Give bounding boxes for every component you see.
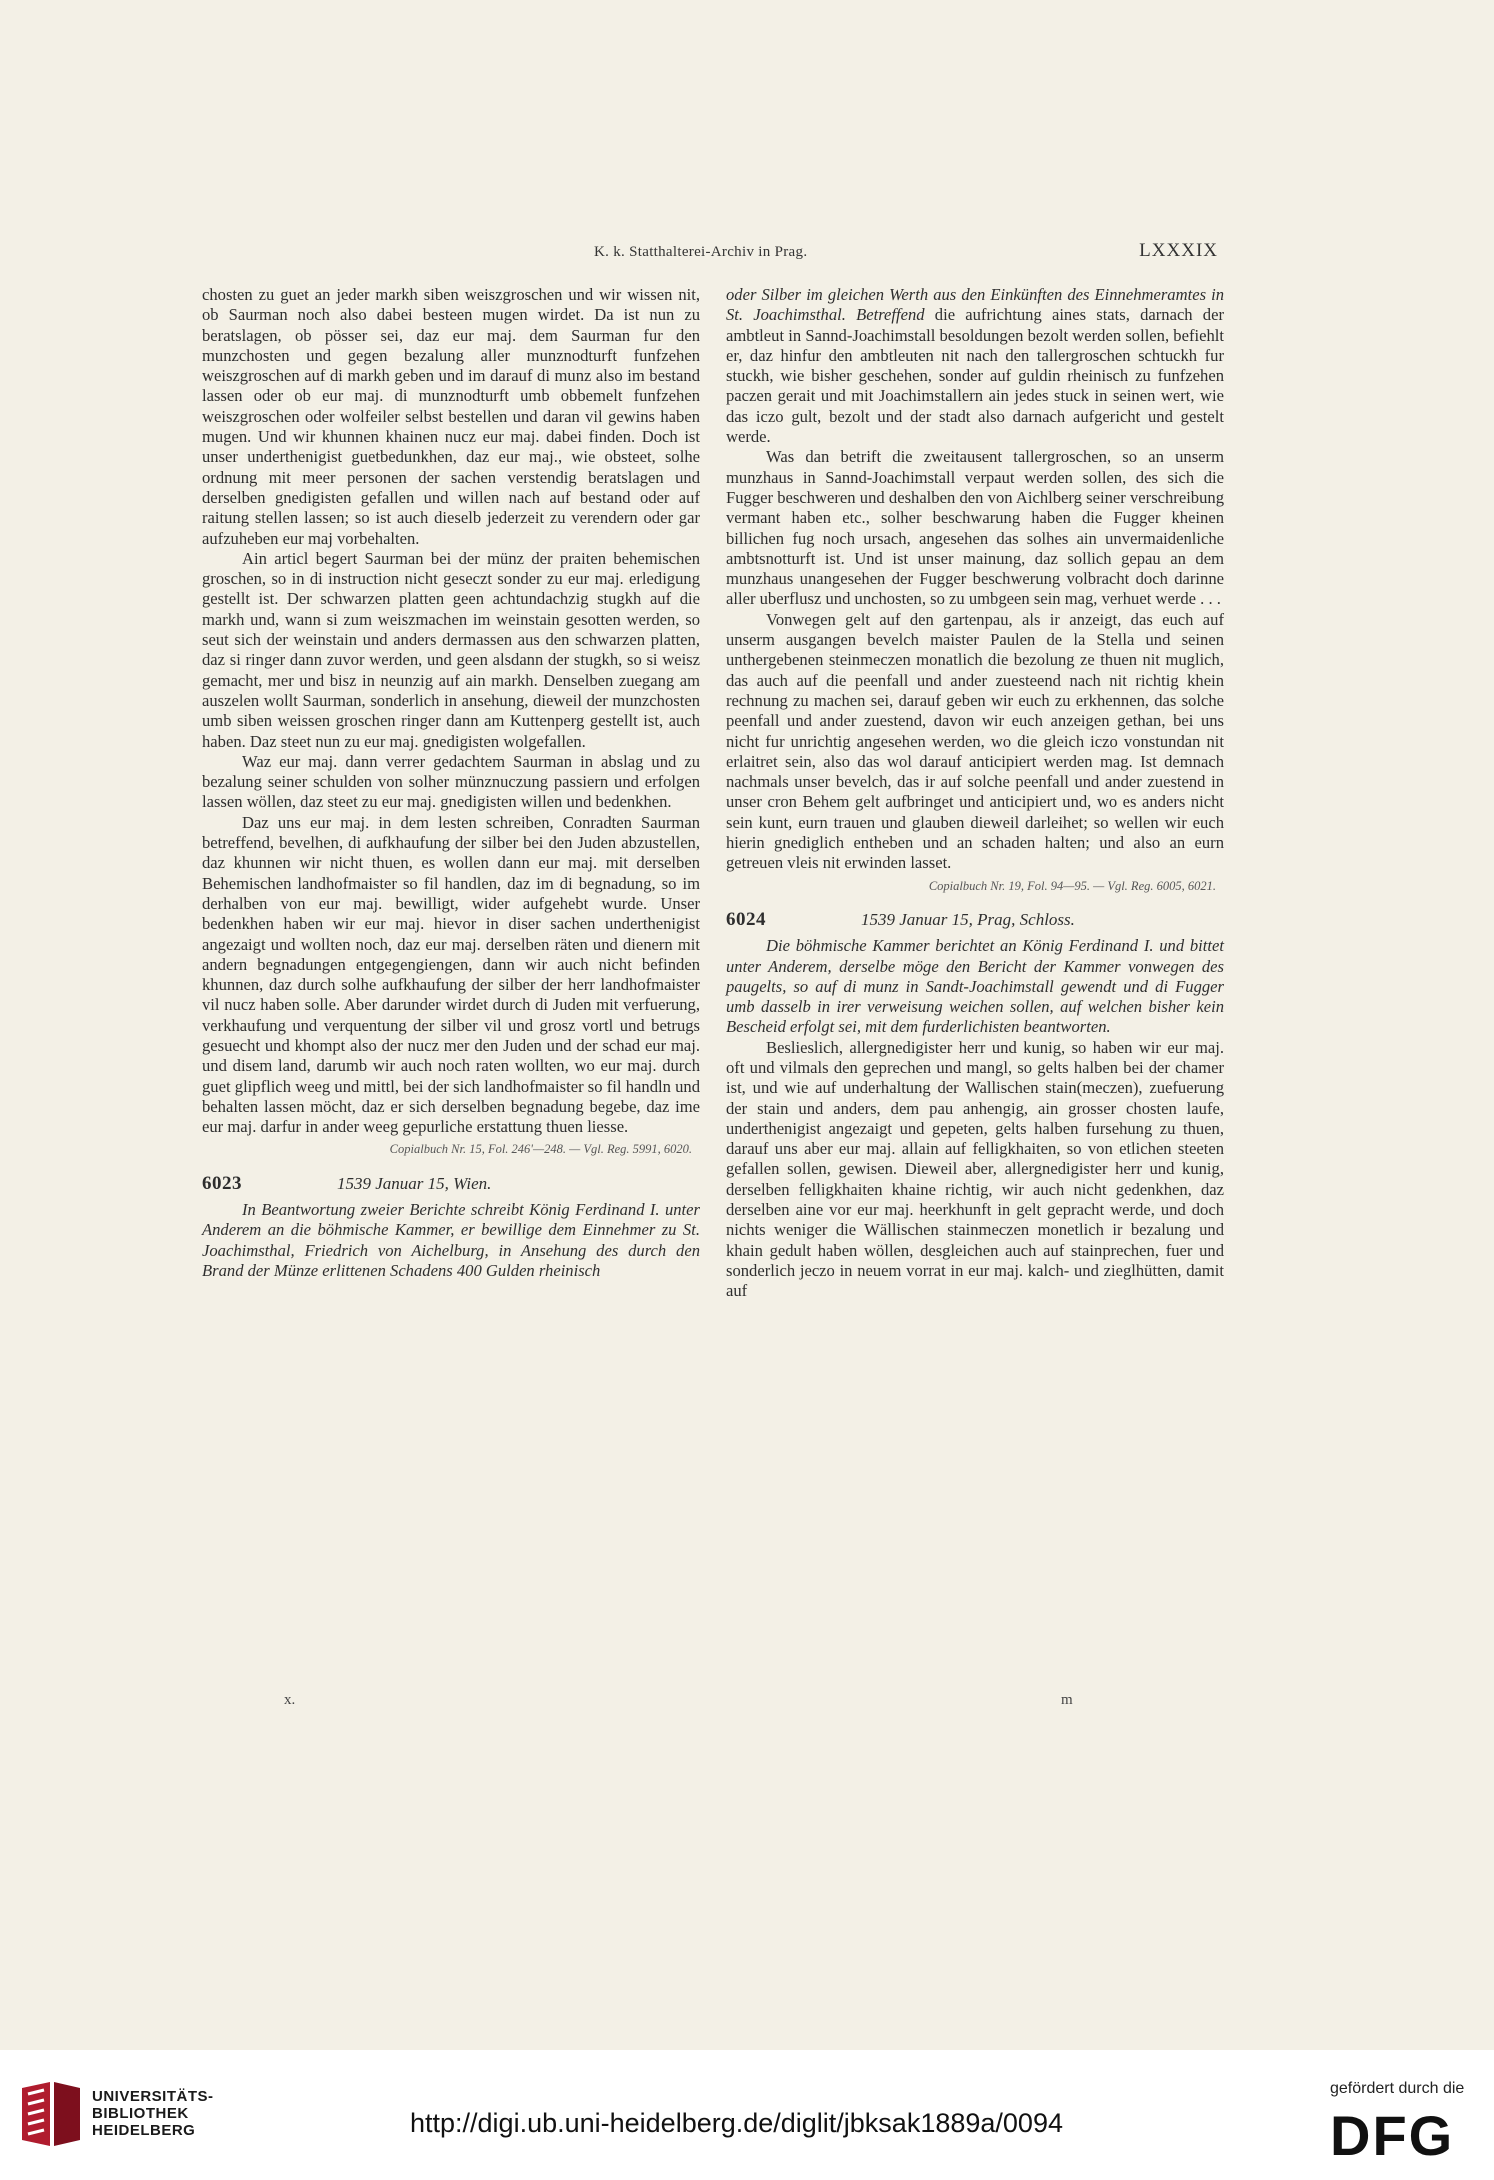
paragraph: Ain articl begert Saurman bei der münz der praiten behemischen groschen, so in di instruction nicht geseczt sonder zu eur maj. erledigung gestellt ist. Der schwarzen platten geen achtundachzig stugkh auf die markh und, wann si zum weiszmachen im weinstain gesotten werden, so seut sich der weinstain und anders dermassen aus den schwarzen platten, daz si ringer dann zuvor werden, und geen alsdann der stugkh, so si weisz gemacht, mer und bisz in neunzig auf ain markh. Denselben zuegang am auszelen wollt Saurman, sonderlich in ansehung, dieweil der munzchosten umb siben weissen groschen ringer dann am Kuttenperg gestellt ist, auch haben. Daz steet nun zu eur maj. gnedigisten wolgefallen. bbox=[202, 548, 700, 751]
citation: Copialbuch Nr. 19, Fol. 94—95. — Vgl. Reg. 6005, 6021. bbox=[928, 878, 1216, 893]
library-name: UNIVERSITÄTS- BIBLIOTHEK HEIDELBERG bbox=[92, 2088, 214, 2139]
entry-number: 6024 bbox=[726, 908, 766, 930]
page-number: LXXXIX bbox=[1139, 240, 1218, 261]
university-logo-icon bbox=[20, 2080, 82, 2150]
dfg-logo: DFG bbox=[1330, 2104, 1455, 2167]
signature-mark-left: x. bbox=[284, 1692, 296, 1708]
entry-heading bbox=[202, 1174, 700, 1194]
paragraph: Beslieslich, allergnedigister herr und kunig, so haben wir eur maj. oft und vilmals den geprechen und mangl, so gelts halben bei der chamer ist, und wie auf underhaltung der Wallischen stain(meczen), zuefuerung der stain und anders, dem pau anhengig, ain grosser chosten laufe, underthenigist angezaigt und gepeten, gelts halben fursehung zu thuen, darauf uns aber eur maj. allain auf felligkhaiten, so von etlichen steeten gefallen sollen, gewisen. Dieweil aber, allergnedigister herr und kunig, derselben felligkhaiten khaine richtig, wir auch nicht gedenkhen, daz derselben aine vor eur maj. heerkhunft in gelt gepracht werde, und doch nichts weniger die Wällischen stainmeczen monetlich ir bezalung und khain gedult haben wöllen, desgleichen auch auf stainprechen, fuer und sonderlich jeczo in neuem vorrat in eur maj. kalch- und zieglhütten, damit auf bbox=[726, 1037, 1224, 1301]
entry-number: 6023 bbox=[202, 1172, 242, 1194]
footer-bar bbox=[0, 2050, 1494, 2180]
funded-by-label: gefördert durch die bbox=[1330, 2080, 1465, 2097]
paragraph-text: die aufrichtung aines stats, darnach der ambtleut in Sannd-Joachimstall besoldungen bezolt werden sollen, befiehlt er, daz hinfur den ambtleuten nit nach den tallergroschen schtuckh fur stuckh, wie bisher geschehen, sonder auf guldin rheinisch zu funfzehen paczen gerait und mit Joachimstallern ain jedes stuck in seinen wert, wie das iczo gult, bezolt und der stadt also darnach aufgericht und gestelt werde. bbox=[726, 305, 1224, 447]
paragraph: Waz eur maj. dann verrer gedachtem Saurman in abslag und zu bezalung seiner schulden von solher münznuczung passiern und erfolgen lassen wöllen, daz steet zu eur maj. gnedigisten willen und bedenkhen. bbox=[202, 751, 700, 812]
running-title: K. k. Statthalterei-Archiv in Prag. bbox=[594, 244, 808, 260]
paragraph: Was dan betrift die zweitausent tallergroschen, so an unserm munzhaus in Sannd-Joachimstall verpaut werden sollen, des sich die Fugger beschweren und deshalben den von Aichlberg seiner verschreibung vermant haben etc., solher beschwarung haben die Fugger kheinen billichen fug noch ursach, angesehen das solhes ain unvermaidenliche ambtsnotturft ist. Und ist unser mainung, daz sollich gepau an dem munzhaus unangesehen der Fugger beschwerung volbracht doch darinne aller uberflusz und unchosten, so zu umbgeen sein mag, verhuet werde . . . bbox=[726, 447, 1224, 609]
entry-heading bbox=[726, 910, 1224, 930]
paragraph: Vonwegen gelt auf den gartenpau, als ir anzeigt, das euch auf unserm ausgangen bevelch maister Paulen de la Stella und seinen unthergebenen steinmeczen monatlich die bezolung ze thuen nit muglich, das auch auf die peenfall und ander zuesteend nach nit richtig khein rechnung zu machen sei, darauf geben wir euch zu erkhennen, das solche peenfall und ander zuestend, davon wir euch anzeigen gethan, bei uns nicht fur unrichtig angesehen werden, wo die gleich iczo vonstundan nit erlaitret sein, also das wol darauf anticipiert werden mag. Ist demnach nachmals unser bevelch, das ir auf solche peenfall und ander zuestend in unser cron Behem gelt aufbringet und anticipiert und, wo es anders nicht sein kunt, eurn trauen und glauben dieweil darleihet; so wellen wir euch hierin gnediglich entheben und an schaden halten; und also an eurn getreuen vleis nit erwinden lasset. bbox=[726, 609, 1224, 873]
left-column bbox=[202, 285, 700, 1281]
permalink[interactable]: http://digi.ub.uni-heidelberg.de/diglit/jbksak1889a/0094 bbox=[410, 2108, 1063, 2138]
citation: Copialbuch Nr. 15, Fol. 246'—248. — Vgl. Reg. 5991, 6020. bbox=[389, 1142, 692, 1157]
italic-summary-part: oder Silber im gleichen Werth aus den Einkünften des Einnehmeramtes in St. Joachimsthal. Betreffend bbox=[726, 285, 1224, 325]
paragraph: chosten zu guet an jeder markh siben weiszgroschen und wir wissen nit, ob Saurman noch also dabei besteen mugen wirdet. Da ist nun zu beratslagen, ob pösser sei, daz eur maj. dem Saurman fur den munzchosten und gegen bezalung aller munznodturft funfzehen weiszgroschen auf di markh geben und im darauf di munz also im bestand lassen oder ob eur maj. di munznodturft umb obbemelt funfzehen weiszgroschen oder wolfeiler selbst bestellen und daran vil gewins haben mugen. Und wir khunnen khainen nucz eur maj. dabei finden. Doch ist unser underthenigist guetbedunkhen, daz eur maj., wie obsteet, solhe ordnung mit meer personen der sachen verstendig beratslagen und derselben gnedigisten gefallen und willen nach auf bestand oder auf raitung stellen lassen; so ist auch dieselb jederzeit zu verendern oder gar aufzuheben eur maj vorbehalten. bbox=[202, 285, 700, 548]
paragraph bbox=[726, 285, 1224, 447]
right-column bbox=[726, 285, 1224, 1302]
page-header bbox=[218, 240, 1218, 270]
entry-date: 1539 Januar 15, Wien. bbox=[337, 1173, 492, 1193]
entry-summary: In Beantwortung zweier Berichte schreibt König Ferdinand I. unter Anderem an die böhmische Kammer, er bewillige dem Einnehmer zu St. Joachimsthal, Friedrich von Aichelburg, in Ansehung des durch den Brand der Münze erlittenen Schadens 400 Gulden rheinisch bbox=[202, 1200, 700, 1280]
signature-mark-right: m bbox=[1061, 1692, 1073, 1708]
paragraph: Daz uns eur maj. in dem lesten schreiben, Conradten Saurman betreffend, bevelhen, di aufkhaufung der silber bei den Juden abzustellen, daz khunnen wir nicht thuen, es wollen dann eur maj. mit derselben Behemischen landhofmaister so fil handlen, daz im di begnadung, so im derhalben von eur maj. bewilligt, wider aufgehebt wurde. Unser bedenkhen haben wir eur maj. hievor in diser sachen underthenigist angezaigt und wollten noch, daz eur maj. derselben räten und dienern mit andern begnadungen entgegengiengen, dann wir auch nicht befinden khunnen, daz durch solhe aufkhaufung der silber der herr landhofmaister vil nucz haben solle. Aber darunder wirdet durch di Juden mit verfuerung, verkhaufung und verquentung der silber vil und grosz vortl und betrugs gesuecht und khompt also der nucz mer den Juden und der schad eur maj. und disem land, darumb wir auch noch raten wollten, wo eur maj. durch guet glipflich weeg und mittl, bei der sich landhofmaister so fil handln und behalten lassen möcht, daz er sich derselben begnadung begebe, daz ime eur maj. darfur in ander weeg gepurliche erstattung thuen liesse. bbox=[202, 812, 700, 1137]
entry-date: 1539 Januar 15, Prag, Schloss. bbox=[861, 909, 1075, 929]
entry-summary: Die böhmische Kammer berichtet an König Ferdinand I. und bittet unter Anderem, derselbe möge den Bericht der Kammer vonwegen des paugelts, so auf di munz in Sandt-Joachimstall gewendt und di Fugger umb dasselb in irer verweisung weichen sollen, auf welchen bisher kein Bescheid erfolgt sei, mit dem furderlichisten beantworten. bbox=[726, 936, 1224, 1037]
